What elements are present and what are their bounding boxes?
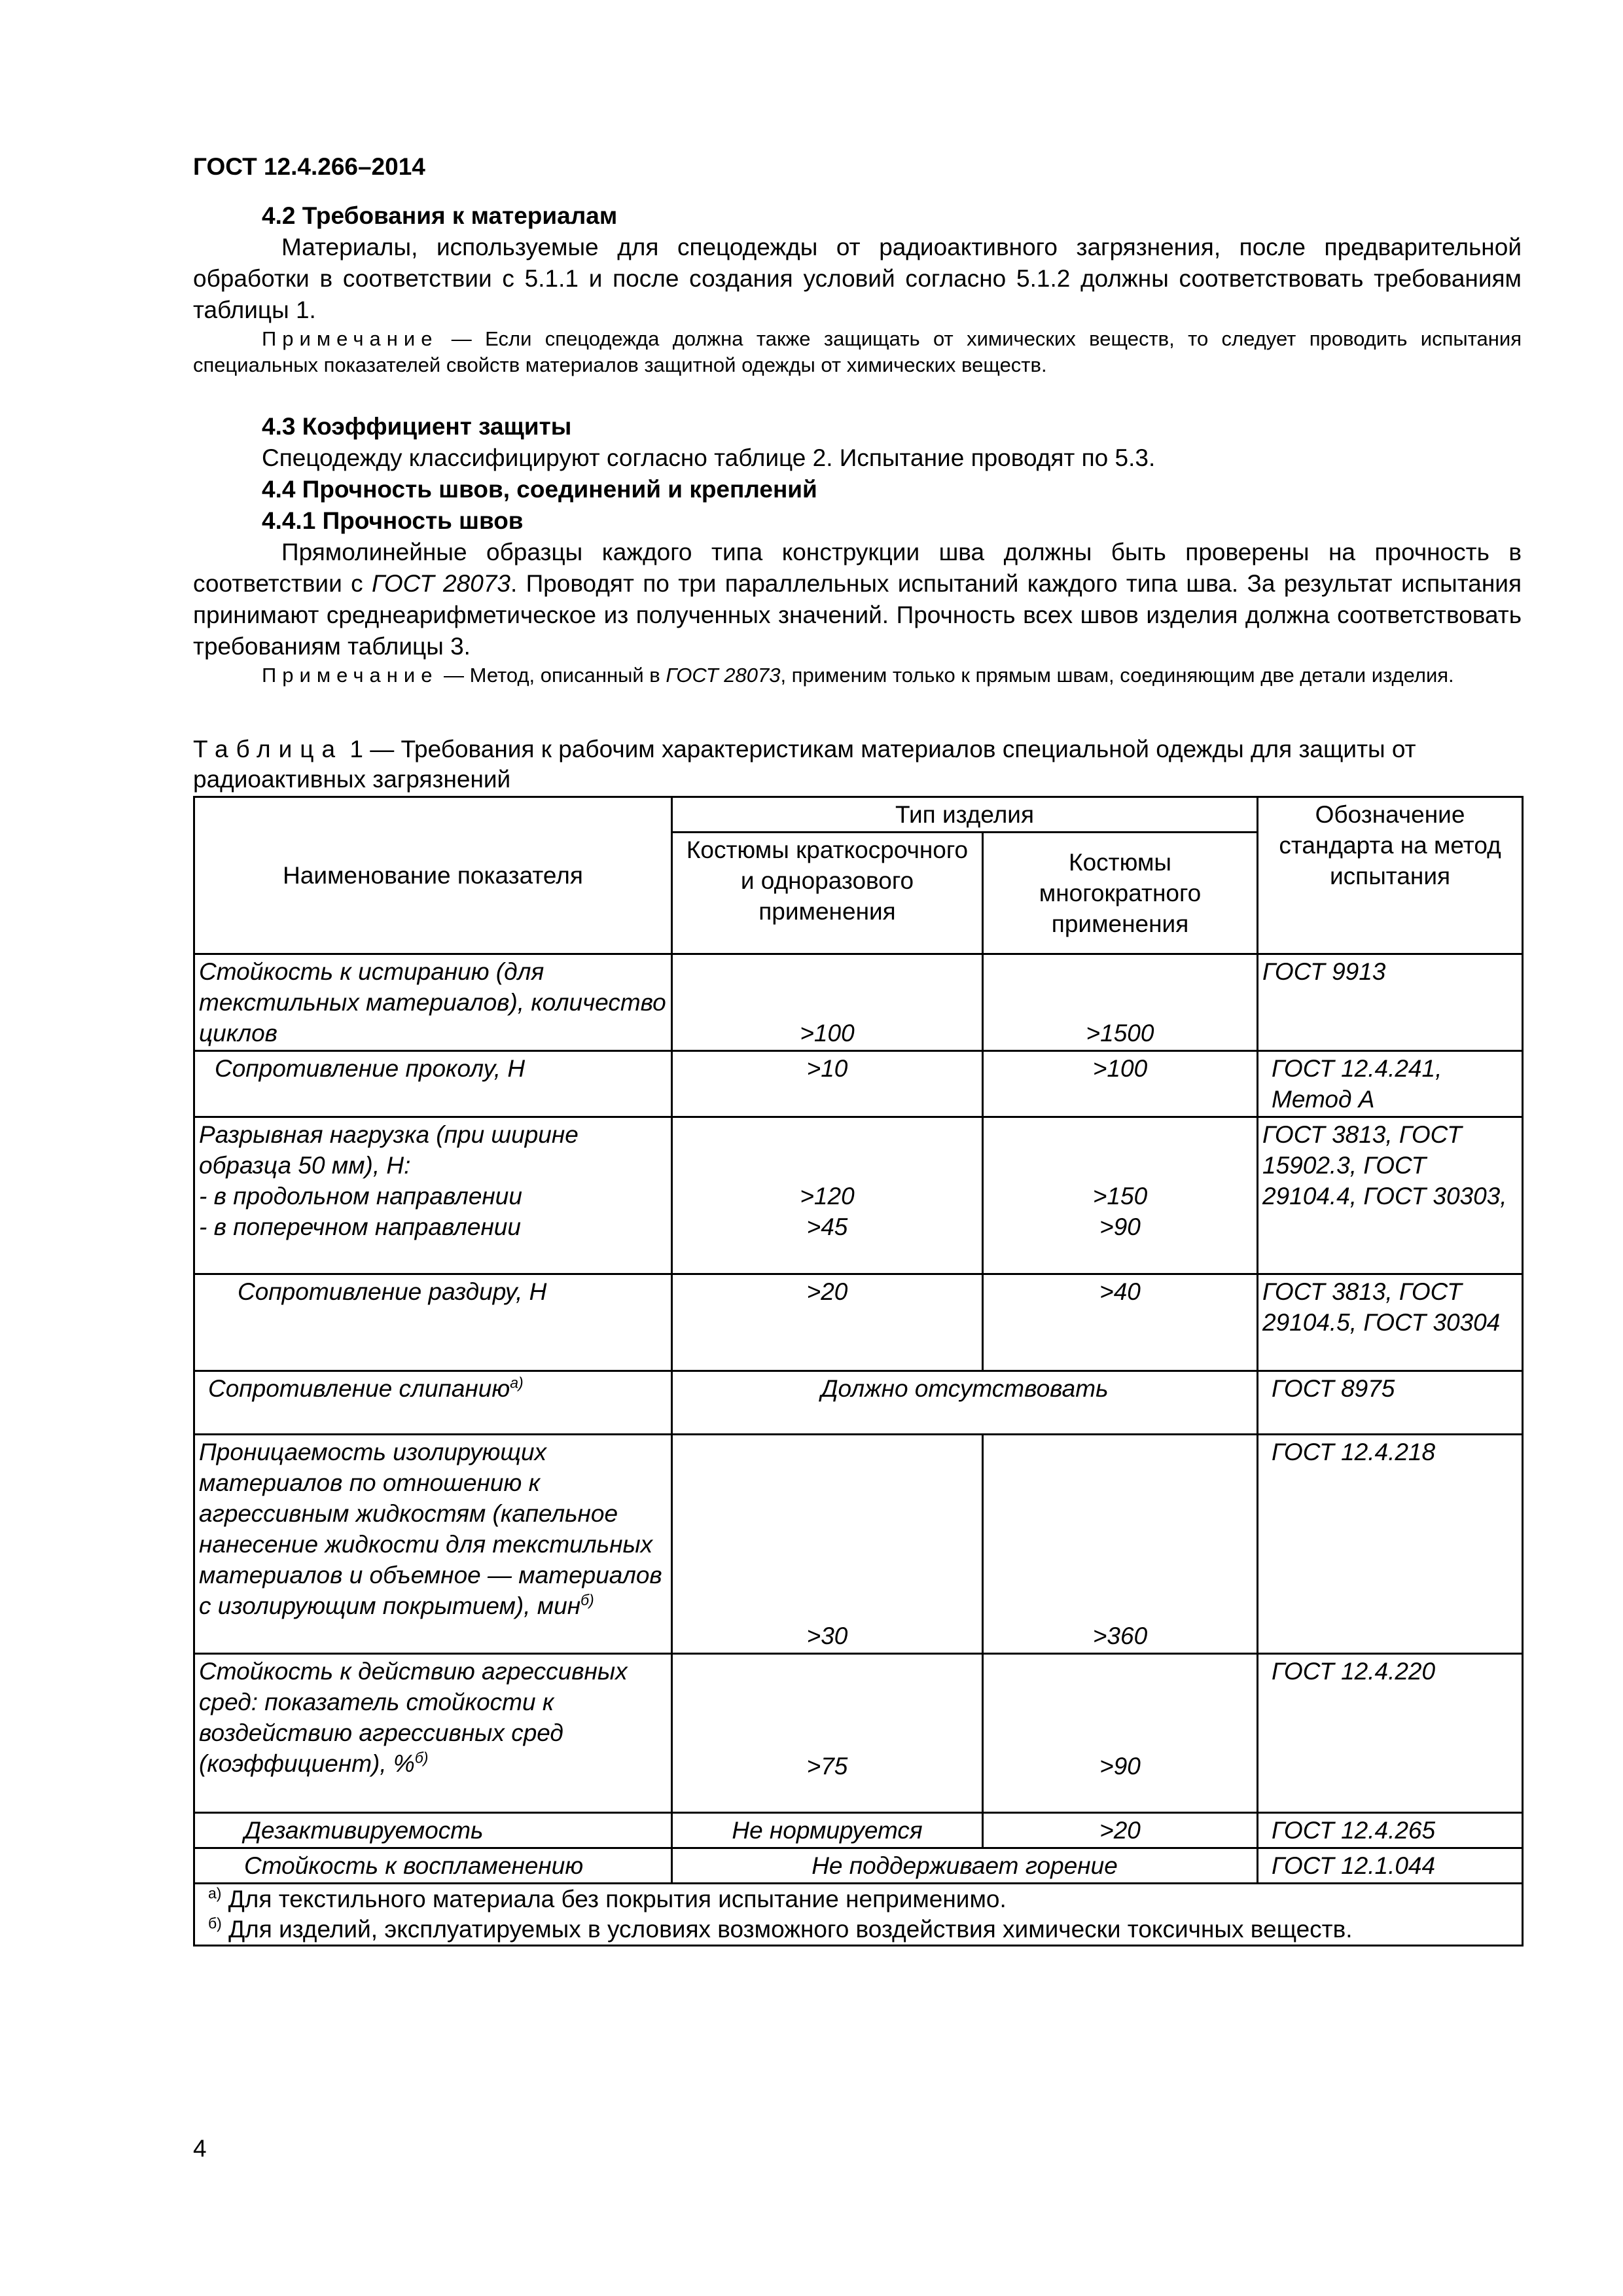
note-2 [193, 662, 1522, 689]
row-name: Стойкость к воспламенению [194, 1848, 672, 1884]
row-multi-line-2: >90 [1099, 1213, 1141, 1240]
row-short: >100 [672, 954, 983, 1051]
row-standard: ГОСТ 3813, ГОСТ 15902.3, ГОСТ 29104.4, ГОСТ 30303, [1258, 1117, 1523, 1274]
table-caption-text: — Требования к рабочим характеристикам материалов специальной одежды для защиты от радиоактивных загрязнений [193, 736, 1416, 793]
header-short: Костюмы краткосрочного и одноразового применения [672, 833, 983, 954]
section-4-4-1-title: 4.4.1 Прочность швов [262, 507, 524, 534]
table-header-row-1 [194, 797, 1523, 833]
note-1-label: Примечание [262, 327, 438, 350]
header-multi: Костюмы многократного применения [983, 833, 1258, 954]
row-name-line-1: - в продольном направлении [199, 1183, 522, 1210]
row-standard: ГОСТ 12.4.220 [1258, 1654, 1523, 1813]
row-multi [983, 1117, 1258, 1274]
section-4-4-1-text [193, 537, 1522, 662]
row-name: Сопротивление раздиру, Н [194, 1274, 672, 1371]
header-standard: Обозначение стандарта на метод испытания [1258, 797, 1523, 954]
footnote-b [208, 1914, 1508, 1945]
table-row [194, 1654, 1523, 1813]
header-type: Тип изделия [672, 797, 1258, 833]
row-multi-line-1: >150 [1092, 1183, 1148, 1210]
footnote-b-mark: б) [208, 1914, 222, 1932]
table-row [194, 1435, 1523, 1654]
table-row [194, 1274, 1523, 1371]
row-name: Дезактивируемость [194, 1813, 672, 1848]
document-header: ГОСТ 12.4.266–2014 [193, 153, 425, 180]
page-number: 4 [193, 2135, 207, 2162]
row-standard: ГОСТ 12.4.241, Метод А [1258, 1051, 1523, 1117]
row-standard: ГОСТ 3813, ГОСТ 29104.5, ГОСТ 30304 [1258, 1274, 1523, 1371]
row-standard: ГОСТ 8975 [1258, 1371, 1523, 1435]
row-name [194, 1654, 672, 1813]
row-multi: >100 [983, 1051, 1258, 1117]
row-multi: >40 [983, 1274, 1258, 1371]
section-4-3-title: 4.3 Коэффициент защиты [262, 413, 572, 440]
table-row [194, 1051, 1523, 1117]
row-multi: >360 [983, 1435, 1258, 1654]
s441-text-a: Прямолинейные образцы каждого типа конструкции шва должны быть проверены на прочность в соответствии с [193, 539, 1522, 597]
section-4-3-text: Спецодежду классифицируют согласно таблице 2. Испытание проводят по 5.3. [262, 444, 1156, 471]
row-name-main: Разрывная нагрузка (при ширине образца 50 мм), Н: [199, 1121, 579, 1179]
s441-ref: ГОСТ 28073 [371, 570, 510, 597]
footnote-a-text: Для текстильного материала без покрытия испытание неприменимо. [221, 1886, 1007, 1912]
row-name: Стойкость к истиранию (для текстильных материалов), количество циклов [194, 954, 672, 1051]
row-name [194, 1117, 672, 1274]
table-row [194, 954, 1523, 1051]
note-2-ref: ГОСТ 28073 [666, 664, 781, 687]
row-standard: ГОСТ 12.1.044 [1258, 1848, 1523, 1884]
section-4-2-text: Материалы, используемые для спецодежды от радиоактивного загрязнения, после предварительной обработки в соответствии с 5.1.1 и после создания условий согласно 5.1.2 должны соответствовать требованиям таблицы 1. [193, 234, 1522, 323]
requirements-table [193, 796, 1524, 1946]
row-standard: ГОСТ 12.4.218 [1258, 1435, 1523, 1654]
row-multi: >1500 [983, 954, 1258, 1051]
section-4-4-title: 4.4 Прочность швов, соединений и креплений [262, 476, 817, 503]
table-row [194, 1371, 1523, 1435]
row-short: >20 [672, 1274, 983, 1371]
row-name-text: Стойкость к действию агрессивных сред: показатель стойкости к воздействию агрессивных сред (коэффициент), % [199, 1658, 628, 1777]
footnote-mark: б) [414, 1749, 429, 1767]
row-merged: Должно отсутствовать [672, 1371, 1258, 1435]
row-name [194, 1435, 672, 1654]
note-2-text-a: — Метод, описанный в [438, 664, 666, 687]
note-2-text-b: , применим только к прямым швам, соединяющим две детали изделия. [780, 664, 1454, 687]
table-footnotes [194, 1884, 1523, 1946]
header-name: Наименование показателя [194, 797, 672, 954]
row-merged: Не поддерживает горение [672, 1848, 1258, 1884]
row-name [194, 1371, 672, 1435]
footnote-mark: а) [510, 1374, 524, 1391]
row-standard: ГОСТ 9913 [1258, 954, 1523, 1051]
row-name-line-2: - в поперечном направлении [199, 1213, 521, 1240]
footnote-b-text: Для изделий, эксплуатируемых в условиях возможного воздействия химически токсичных веществ. [221, 1916, 1353, 1943]
footnote-mark: б) [580, 1591, 594, 1609]
row-name-text: Сопротивление слипанию [208, 1375, 510, 1402]
row-short-line-1: >120 [800, 1183, 855, 1210]
table-row [194, 1117, 1523, 1274]
table-row [194, 1848, 1523, 1884]
table-caption [193, 734, 1522, 795]
row-name-text: Проницаемость изолирующих материалов по отношению к агрессивным жидкостям (капельное нанесение жидкости для текстильных материалов и объемное — материалов с изолирующим покрытием), мин [199, 1439, 662, 1619]
row-multi: >90 [983, 1654, 1258, 1813]
row-short: >75 [672, 1654, 983, 1813]
note-1 [193, 326, 1522, 378]
footnote-a-mark: а) [208, 1884, 222, 1902]
row-short: Не нормируется [672, 1813, 983, 1848]
note-2-label: Примечание [262, 664, 438, 687]
table-row [194, 1813, 1523, 1848]
row-short: >30 [672, 1435, 983, 1654]
row-standard: ГОСТ 12.4.265 [1258, 1813, 1523, 1848]
s441-text-b: . Проводят по три параллельных испытаний каждого типа шва. За результат испытания принимают среднеарифметическое из полученных значений. Прочность всех швов изделия должна соответствовать требованиям таблицы 3. [193, 570, 1522, 660]
page-content [193, 152, 1522, 1946]
row-short [672, 1117, 983, 1274]
table-footnotes-row [194, 1884, 1523, 1946]
row-short: >10 [672, 1051, 983, 1117]
note-1-text: — Если спецодежда должна также защищать от химических веществ, то следует проводить испытания специальных показателей свойств материалов защитной одежды от химических веществ. [193, 327, 1522, 376]
section-4-2-title: 4.2 Требования к материалам [262, 202, 618, 229]
row-short-line-2: >45 [806, 1213, 848, 1240]
table-caption-label: Таблица [193, 736, 344, 762]
row-name: Сопротивление проколу, Н [194, 1051, 672, 1117]
row-multi: >20 [983, 1813, 1258, 1848]
footnote-a [208, 1884, 1508, 1914]
table-caption-num: 1 [349, 736, 363, 762]
